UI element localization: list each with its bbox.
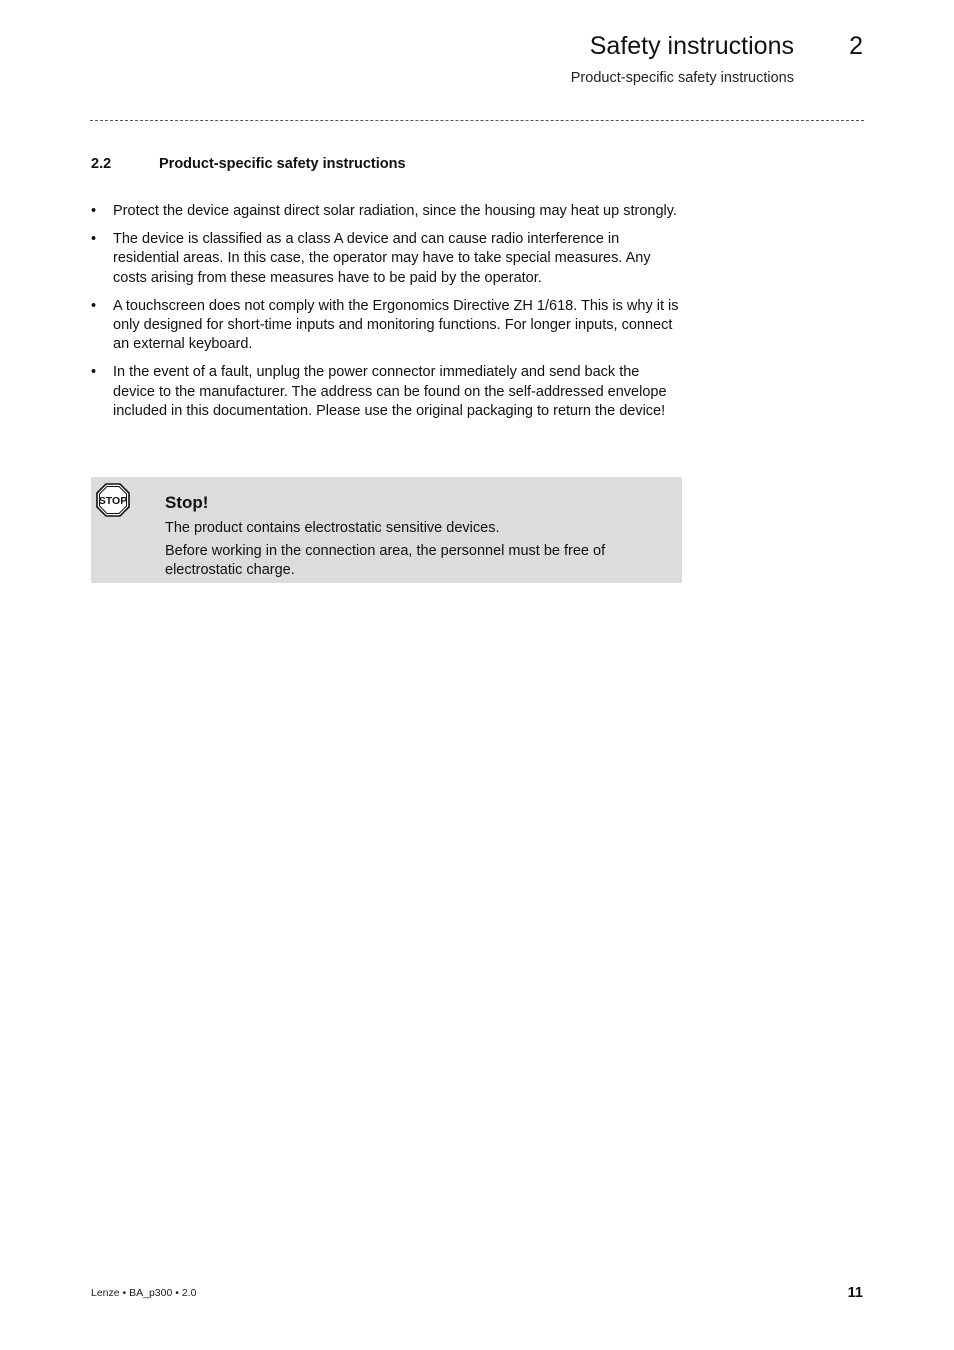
header-subtitle: Product-specific safety instructions — [570, 70, 794, 86]
list-item-text: The device is classified as a class A device and can cause radio interference in residential areas. In this case, the operator may have to take special measures. Any costs arising from these measures have to be paid by the operator. — [113, 231, 651, 286]
bullet-icon: • — [91, 231, 97, 248]
stop-sign-icon — [96, 483, 130, 517]
bullet-icon: • — [91, 203, 97, 219]
section-title: Product-specific safety instructions — [159, 156, 406, 172]
note-text: Before working in the connection area, the personnel must be free of electrostatic charge. — [165, 543, 606, 578]
footer-document-info: Lenze • BA_p300 • 2.0 — [91, 1287, 197, 1299]
list-item — [91, 297, 683, 355]
chapter-title: Safety instructions — [589, 32, 794, 60]
chapter-number: 2 — [849, 32, 863, 60]
list-item — [91, 202, 683, 221]
safety-bullet-list — [91, 202, 683, 430]
header-divider — [90, 120, 864, 121]
bullet-icon: • — [91, 364, 97, 381]
note-text: The product contains electrostatic sensitive devices. — [165, 520, 500, 536]
list-item-text: Protect the device against direct solar radiation, since the housing may heat up strongly. — [113, 203, 677, 219]
list-item — [91, 363, 683, 421]
section-number: 2.2 — [91, 156, 112, 172]
stop-note-box — [91, 477, 682, 583]
list-item-text: A touchscreen does not comply with the Ergonomics Directive ZH 1/618. This is why it is only designed for short-time inputs and monitoring functions. For longer inputs, connect an external keyboard. — [113, 297, 679, 353]
stop-sign-text: STOP — [98, 495, 128, 507]
note-heading: Stop! — [165, 493, 209, 512]
bullet-icon: • — [91, 297, 97, 314]
list-item — [91, 230, 683, 288]
page-number: 11 — [847, 1285, 863, 1301]
list-item-text: In the event of a fault, unplug the power connector immediately and send back the device to the manufacturer. The address can be found on the self-addressed envelope included in this documentation. Please use the original packaging to return the device! — [113, 364, 667, 419]
